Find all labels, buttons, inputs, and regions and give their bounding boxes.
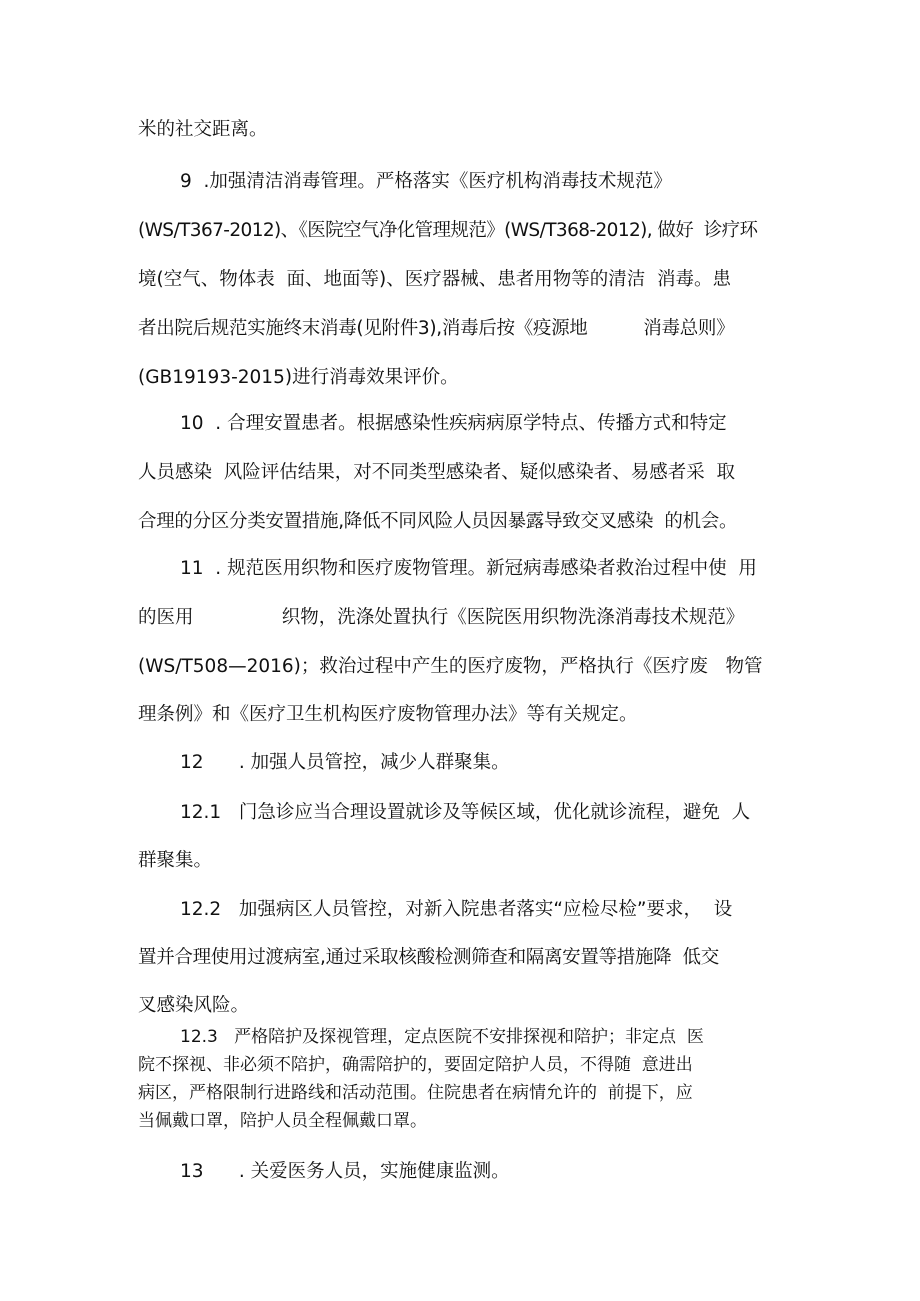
text-line: (GB19193-2015)进行消毒效果评价。	[138, 367, 459, 388]
text-line: 11 . 规范医用织物和医疗废物管理。新冠病毒感染者救治过程中使 用	[180, 558, 757, 579]
text-line: 合理的分区分类安置措施,降低不同风险人员因暴露导致交叉感染 的机会。	[138, 511, 738, 532]
text-line: 12 . 加强人员管控，减少人群聚集。	[180, 752, 510, 773]
text-line: 的医用 织物，洗涤处置执行《医院医用织物洗涤消毒技术规范》	[138, 607, 745, 628]
text-line: 10 . 合理安置患者。根据感染性疾病病原学特点、传播方式和特定	[180, 413, 727, 434]
text-line: 米的社交距离。	[138, 119, 268, 140]
text-line: 置并合理使用过渡病室,通过采取核酸检测筛查和隔离安置等措施降 低交	[138, 947, 719, 968]
text-line: 院不探视、非必须不陪护，确需陪护的，要固定陪护人员，不得随 意进出	[138, 1055, 693, 1075]
text-line: (WS/T508—2016)；救治过程中产生的医疗废物，严格执行《医疗废 物管	[138, 656, 763, 677]
text-line: 12.1 门急诊应当合理设置就诊及等候区域，优化就诊流程，避免 人	[180, 802, 751, 823]
text-line: 人员感染 风险评估结果，对不同类型感染者、疑似感染者、易感者采 取	[138, 462, 736, 483]
text-line: 当佩戴口罩，陪护人员全程佩戴口罩。	[138, 1111, 427, 1131]
text-line: 9 .加强清洁消毒管理。严格落实《医疗机构消毒技术规范》	[180, 171, 672, 192]
text-line: 12.2 加强病区人员管控，对新入院患者落实“应检尽检”要求， 设	[180, 899, 733, 920]
text-line: 病区，严格限制行进路线和活动范围。住院患者在病情允许的 前提下，应	[138, 1083, 693, 1103]
text-line: 12.3 严格陪护及探视管理，定点医院不安排探视和陪护；非定点 医	[180, 1027, 704, 1047]
text-line: 者出院后规范实施终末消毒(见附件3),消毒后按《疫源地 消毒总则》	[138, 318, 735, 339]
text-line: 境(空气、物体表 面、地面等)、医疗器械、患者用物等的清洁 消毒。患	[138, 269, 731, 290]
text-line: 理条例》和《医疗卫生机构医疗废物管理办法》等有关规定。	[138, 704, 638, 725]
text-line: 群聚集。	[138, 850, 213, 871]
text-line: 13 . 关爱医务人员，实施健康监测。	[180, 1161, 510, 1182]
text-line: (WS/T367-2012)、《医院空气净化管理规范》(WS/T368-2012), 做好 诊疗环	[138, 220, 758, 241]
text-line: 叉感染风险。	[138, 995, 250, 1016]
